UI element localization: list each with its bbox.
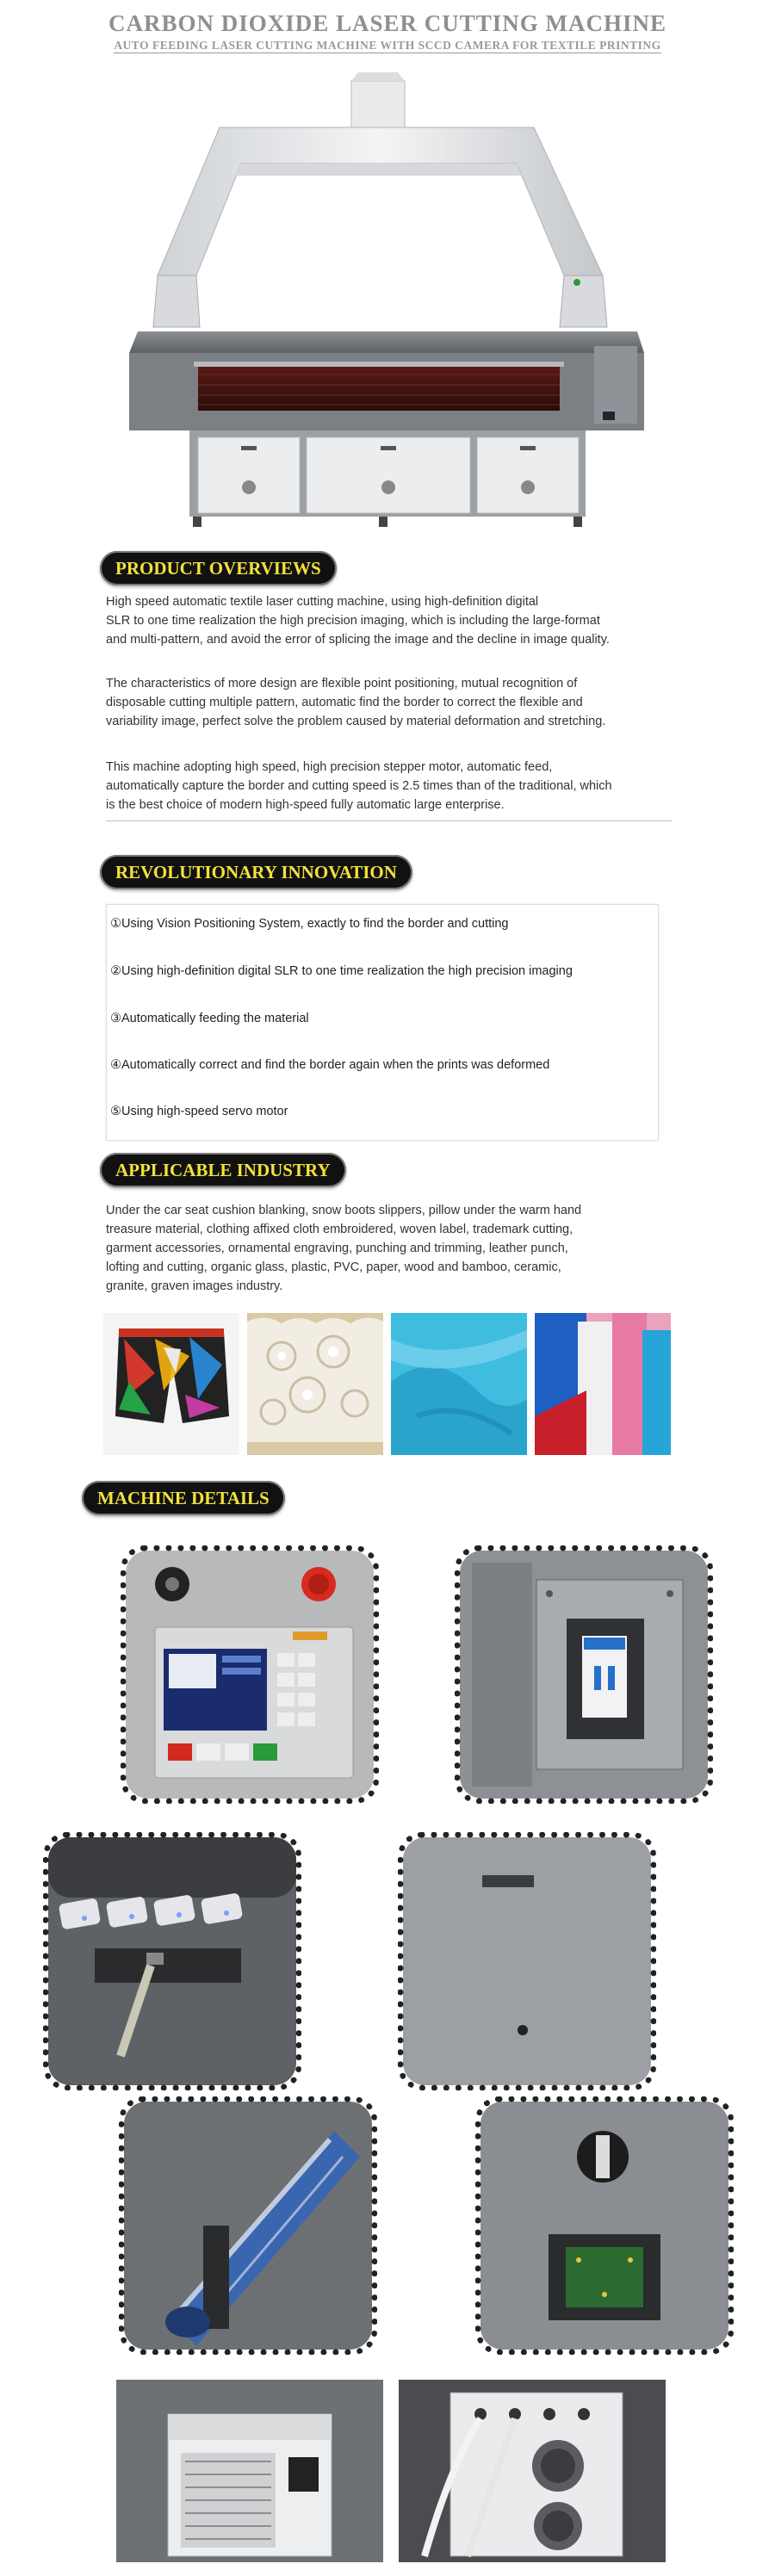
section-heading-innovation: REVOLUTIONARY INNOVATION [100, 855, 412, 889]
page-title: CARBON DIOXIDE LASER CUTTING MACHINE [108, 10, 667, 36]
feeding-roller-photo [119, 2096, 377, 2355]
section-heading-details: MACHINE DETAILS [82, 1481, 285, 1515]
list-item: ⑤Using high-speed servo motor [110, 1105, 288, 1118]
water-chiller-photo [116, 2380, 383, 2562]
overview-paragraph-3: This machine adopting high speed, high precision stepper motor, automatic feed, automatically capture the border and cutting speed is 2.5 times than of the traditional, which is the best choice of modern high-speed fully automatic large enterprise. [106, 760, 612, 812]
cyan-fabric-photo [391, 1313, 527, 1455]
overview-paragraph-1: High speed automatic textile laser cutting machine, using high-definition digital SLR to one time realization the high precision imaging, which is including the large-format and multi-pattern, and avoid the error of splicing the image and the decline in image quality. [106, 595, 610, 647]
chiller-connections-photo [399, 2380, 666, 2562]
machine-image [0, 69, 775, 534]
lace-photo [247, 1313, 383, 1455]
section-heading-industry: APPLICABLE INDUSTRY [100, 1153, 346, 1187]
list-item: ②Using high-definition digital SLR to one time realization the high precision imaging [110, 964, 573, 978]
divider [106, 820, 672, 821]
innovation-list [106, 904, 659, 1141]
list-item: ④Automatically correct and find the border again when the prints was deformed [110, 1058, 550, 1072]
side-panel-photo [398, 1832, 656, 2090]
list-item: ①Using Vision Positioning System, exactly to find the border and cutting [110, 917, 509, 931]
usb-ports-photo [43, 1832, 301, 2090]
industry-paragraph: Under the car seat cushion blanking, snow boots slippers, pillow under the warm hand treasure material, clothing affixed cloth embroidered, woven label, trademark cutting, garment accessories, ornamental engraving, punching and trimming, leather punch, lofting and cutting, organic glass, plastic, PVC, paper, wood and bamboo, ceramic, granite, graven images industry. [106, 1204, 582, 1293]
breaker-photo [455, 1545, 713, 1804]
overview-paragraph-2: The characteristics of more design are flexible point positioning, mutual recognition of disposable cutting multiple pattern, automatic find the border to correct the flexible and variability image, perfect solve the problem caused by material deformation and stretching. [106, 677, 606, 728]
section-heading-overview: PRODUCT OVERVIEWS [100, 551, 337, 585]
rotary-switch-photo [475, 2096, 734, 2355]
control-panel-photo [121, 1545, 379, 1804]
shorts-photo [103, 1313, 239, 1455]
color-fabrics-photo [535, 1313, 671, 1455]
list-item: ③Automatically feeding the material [110, 1012, 309, 1025]
page-subtitle: AUTO FEEDING LASER CUTTING MACHINE WITH SCCD CAMERA FOR TEXTILE PRINTING [114, 39, 661, 52]
